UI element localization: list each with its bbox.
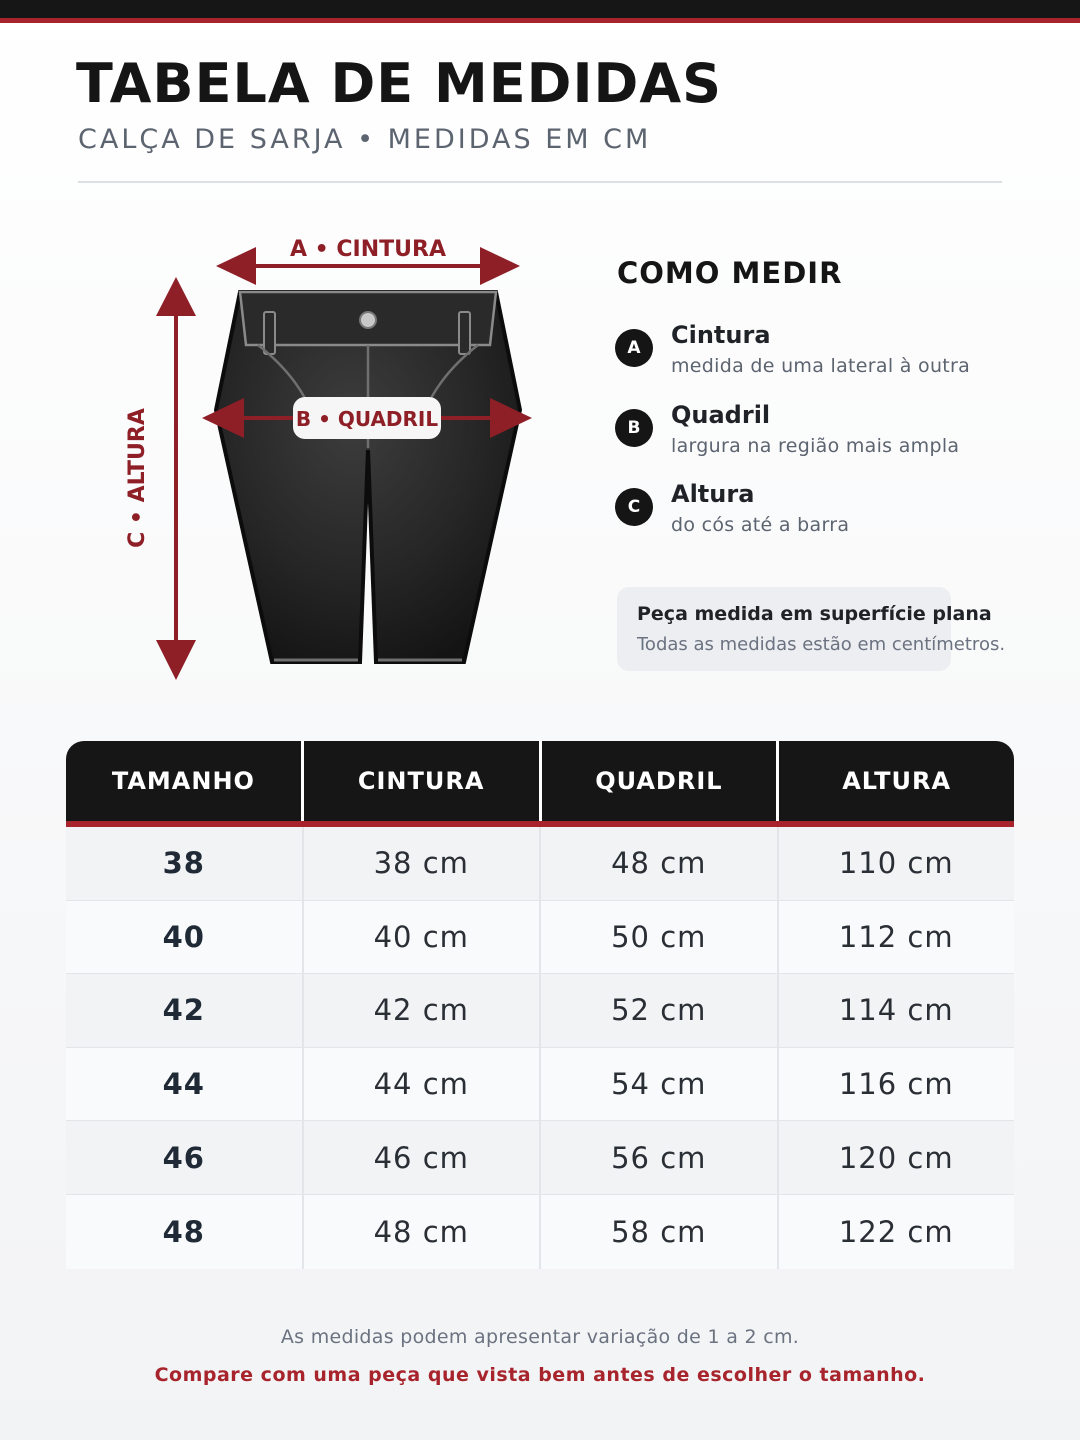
cell-cintura: 48 cm	[304, 1195, 542, 1269]
step-quadril	[615, 401, 1055, 471]
page-subtitle: CALÇA DE SARJA • MEDIDAS EM CM	[78, 124, 652, 155]
step-description: medida de uma lateral à outra	[671, 355, 971, 377]
note-text: Todas as medidas estão em centímetros.	[637, 634, 1006, 655]
badge-a: A	[615, 329, 653, 367]
table-row	[66, 901, 1014, 975]
cell-altura: 116 cm	[838, 1067, 954, 1102]
step-label: Quadril	[671, 401, 771, 429]
label-cintura: A • CINTURA	[290, 237, 446, 262]
belt-loop-left	[264, 312, 275, 354]
cell-quadril: 50 cm	[541, 901, 779, 974]
header-quadril: QUADRIL	[542, 741, 780, 821]
button-icon	[360, 312, 376, 328]
label-quadril: B • QUADRIL	[295, 407, 439, 431]
cell-altura: 112 cm	[838, 919, 954, 954]
size-table	[66, 741, 1014, 1269]
header-divider	[78, 181, 1002, 183]
label-altura: C • ALTURA	[125, 408, 150, 548]
cell-altura: 110 cm	[838, 846, 954, 881]
cell-quadril: 52 cm	[541, 974, 779, 1047]
cell-cintura: 46 cm	[304, 1121, 542, 1194]
step-altura	[615, 480, 1055, 550]
cell-cintura: 42 cm	[304, 974, 542, 1047]
table-header	[66, 741, 1014, 827]
measurement-note	[617, 587, 1006, 671]
howto-title: COMO MEDIR	[617, 256, 843, 290]
cell-size: 38	[66, 827, 304, 900]
cell-cintura: 38 cm	[304, 827, 542, 900]
header-cintura: CINTURA	[304, 741, 542, 821]
step-description: do cós até a barra	[671, 514, 850, 536]
note-title: Peça medida em superfície plana	[637, 603, 992, 625]
pants-diagram	[0, 200, 600, 700]
cell-size: 40	[66, 901, 304, 974]
cell-altura: 114 cm	[838, 993, 954, 1028]
table-row	[66, 1121, 1014, 1195]
cell-size: 48	[66, 1195, 304, 1269]
header-altura: ALTURA	[842, 767, 952, 795]
footer-compare-note: Compare com uma peça que vista bem antes de escolher o tamanho.	[154, 1364, 926, 1386]
cell-size: 42	[66, 974, 304, 1047]
cell-quadril: 54 cm	[541, 1048, 779, 1121]
cell-altura: 120 cm	[838, 1140, 954, 1175]
belt-loop-right	[459, 312, 470, 354]
table-row	[66, 1195, 1014, 1269]
top-accent-line	[0, 18, 1080, 23]
cell-size: 44	[66, 1048, 304, 1121]
cell-quadril: 58 cm	[541, 1195, 779, 1269]
table-body	[66, 827, 1014, 1269]
cell-quadril: 56 cm	[541, 1121, 779, 1194]
step-cintura	[615, 321, 1055, 391]
badge-b: B	[615, 409, 653, 447]
page-title: TABELA DE MEDIDAS	[76, 52, 723, 115]
cell-quadril: 48 cm	[541, 827, 779, 900]
table-row	[66, 827, 1014, 901]
header-tamanho: TAMANHO	[66, 741, 304, 821]
step-label: Cintura	[671, 321, 771, 349]
cell-altura: 122 cm	[838, 1214, 954, 1249]
top-bar	[0, 0, 1080, 18]
cell-size: 46	[66, 1121, 304, 1194]
table-row	[66, 1048, 1014, 1122]
cell-cintura: 40 cm	[304, 901, 542, 974]
step-label: Altura	[671, 480, 755, 508]
cell-cintura: 44 cm	[304, 1048, 542, 1121]
badge-c: C	[615, 488, 653, 526]
footer-variation-note: As medidas podem apresentar variação de 1 a 2 cm.	[280, 1326, 800, 1348]
table-row	[66, 974, 1014, 1048]
step-description: largura na região mais ampla	[671, 435, 960, 457]
